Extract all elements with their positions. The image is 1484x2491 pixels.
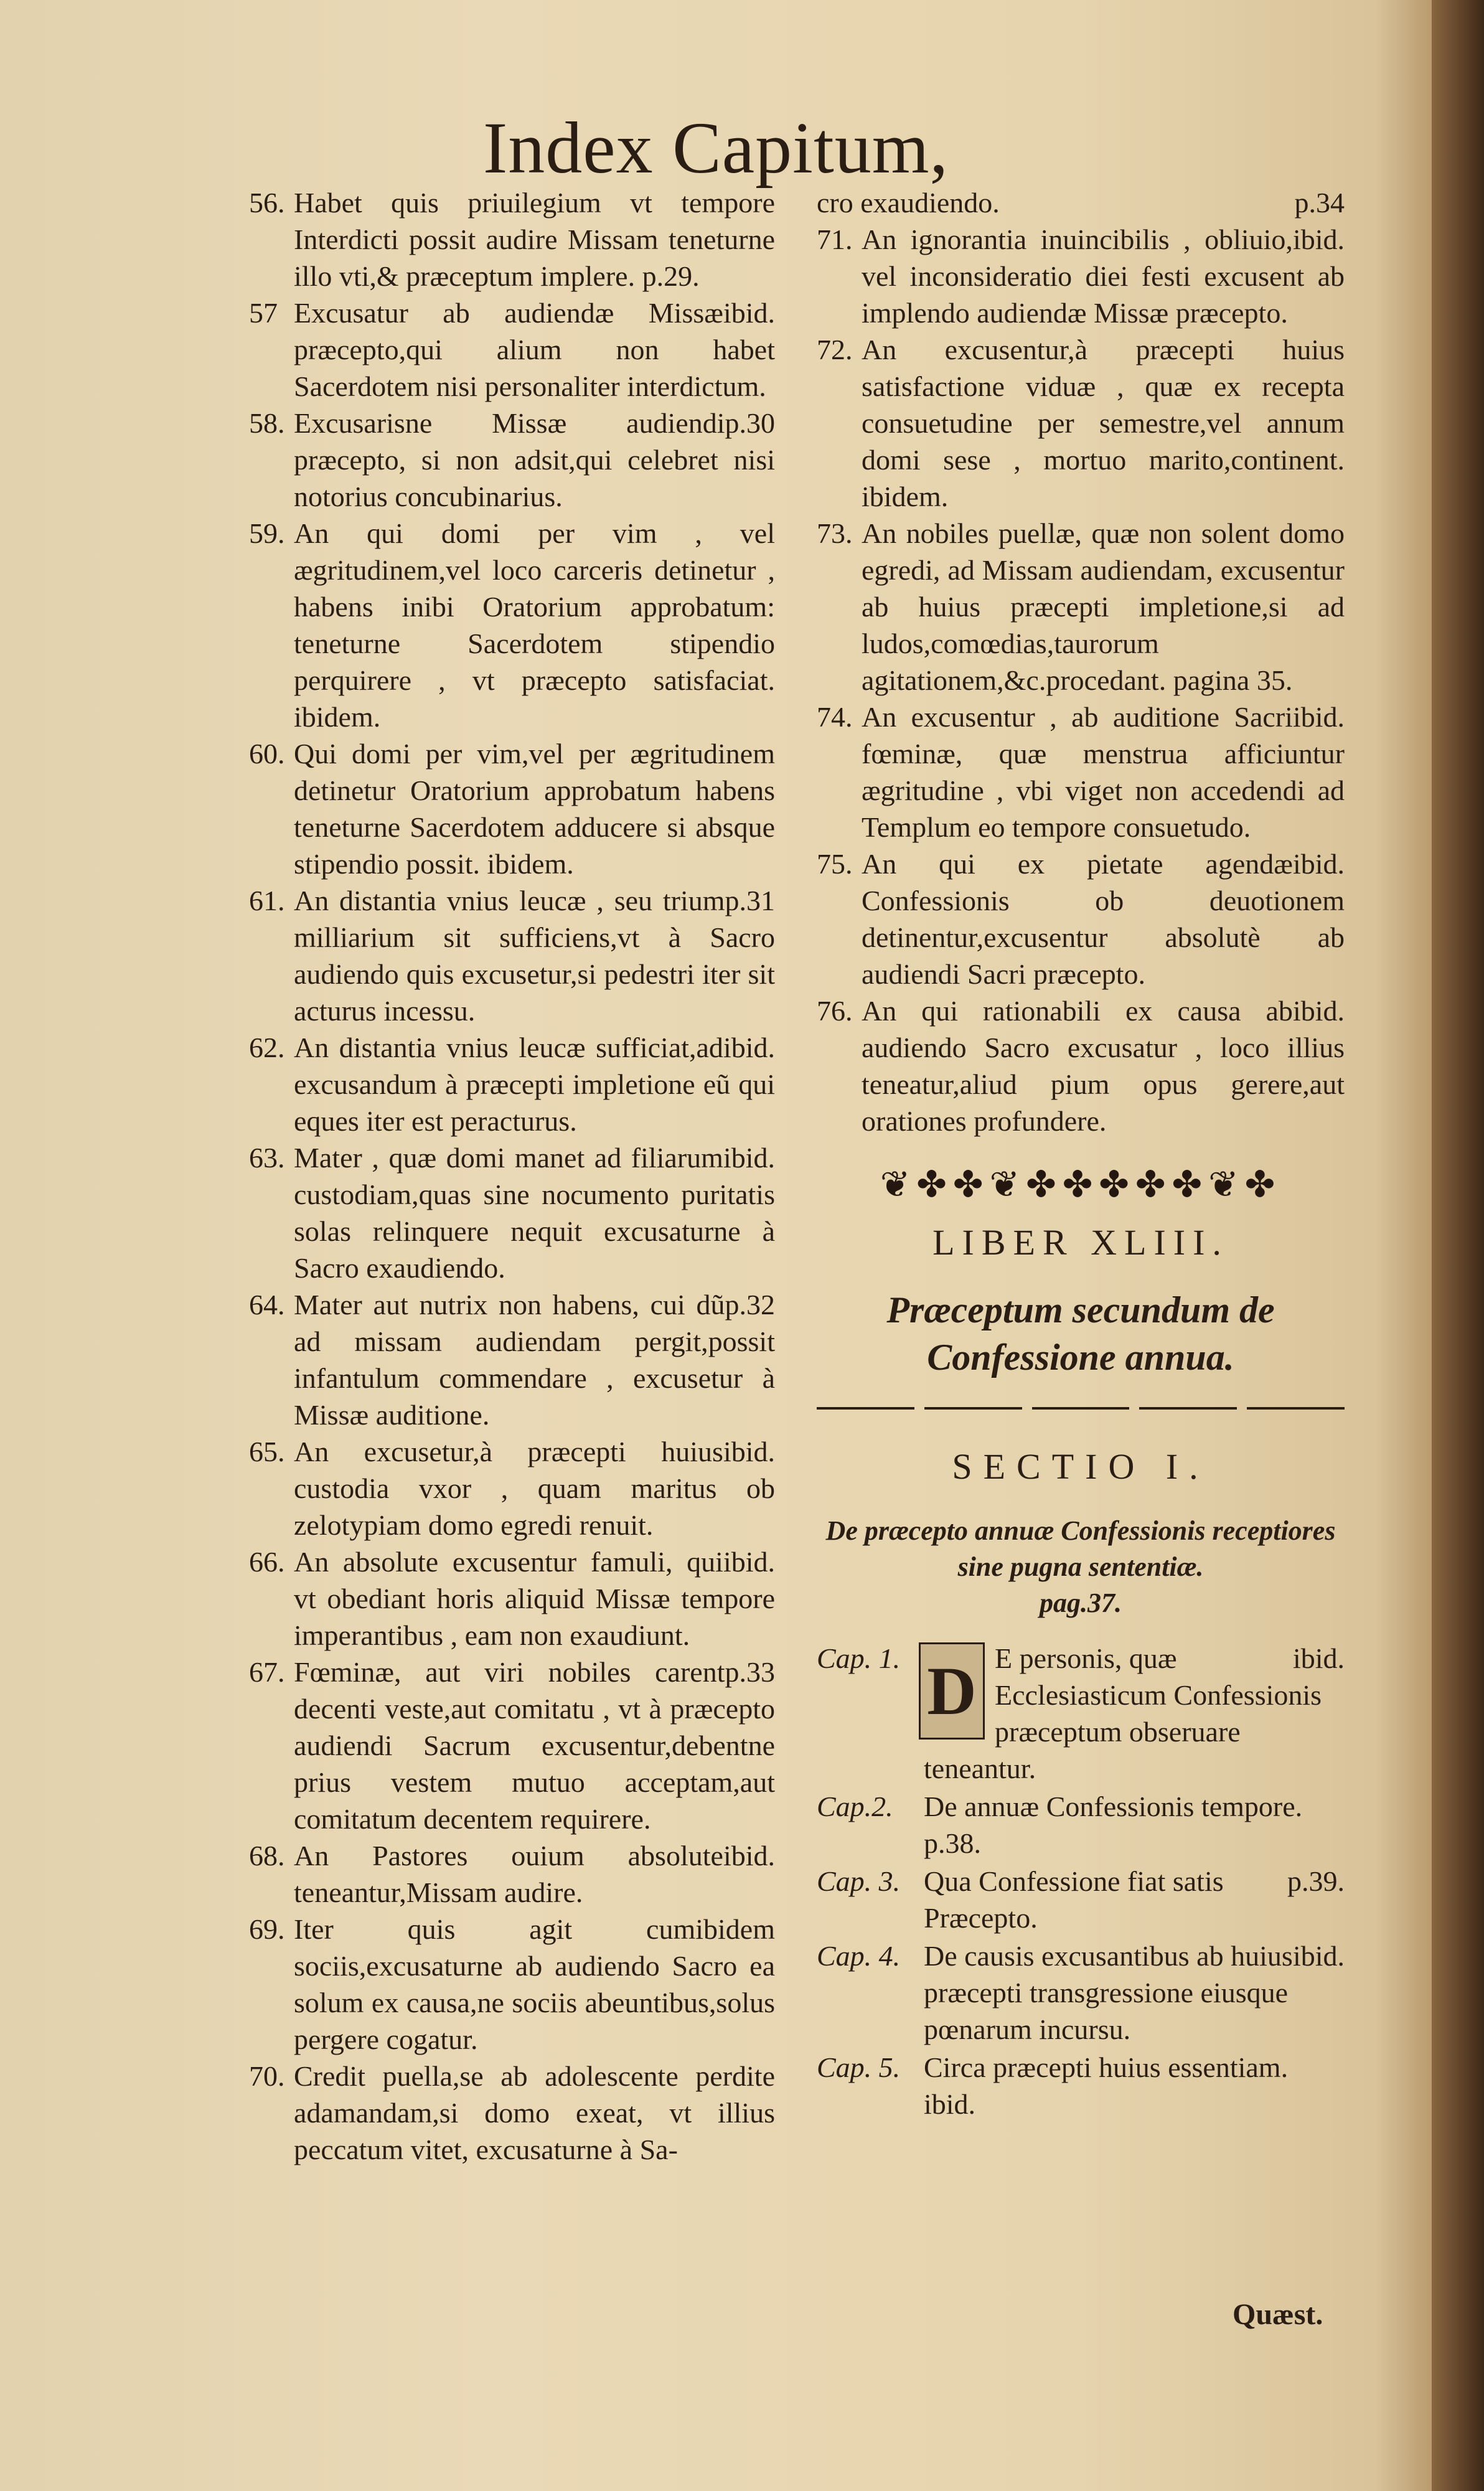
section-description: De præcepto annuæ Confessionis receptiores sine pugna sententiæ. bbox=[825, 1515, 1336, 1582]
entry-number: 61. bbox=[249, 885, 285, 916]
entry-text: An nobiles puellæ, quæ non solent domo egredi, ad Missam audiendam, excusentur ab huius præcepti impletione,si ad ludos,comœdias,taurorum agitationem,&c.procedant. pagina 35. bbox=[862, 517, 1345, 696]
entry-text: An excusetur,à præcepti huius custodia vxor , quam maritus ob zelotypiam domo egredi renuit. bbox=[294, 1436, 775, 1541]
right-column bbox=[817, 184, 1345, 2122]
entry-text: An Pastores ouium absolute teneantur,Missam audire. bbox=[294, 1840, 723, 1908]
index-entry bbox=[249, 405, 775, 515]
index-entry bbox=[817, 221, 1345, 331]
entry-number: 75. bbox=[817, 848, 853, 880]
entry-text: An qui rationabili ex causa ab audiendo Sacro excusatur , loco illius teneatur,aliud pium opus gerere,aut orationes profundere. bbox=[862, 995, 1345, 1137]
page-reference: p.33 bbox=[725, 1656, 775, 1688]
index-entry bbox=[817, 699, 1345, 845]
index-entry bbox=[249, 1654, 775, 1837]
index-entry bbox=[249, 1543, 775, 1654]
chapter-label: Cap. 3. bbox=[817, 1865, 901, 1897]
index-entry bbox=[817, 845, 1345, 992]
book-title: Præceptum secundum de Confessione annua. bbox=[886, 1289, 1275, 1378]
entry-text: Excusatur ab audiendæ Missæ præcepto,qui alium non habet Sacerdotem nisi personaliter interdictum. bbox=[294, 297, 775, 402]
entry-number: 58. bbox=[249, 407, 285, 439]
entry-number: 63. bbox=[249, 1142, 285, 1174]
index-entry bbox=[249, 1911, 775, 2058]
page-reference: ibid. bbox=[1292, 1642, 1345, 1674]
page-reference: p.30 bbox=[725, 407, 775, 439]
chapter-list bbox=[817, 1640, 1345, 2122]
page-reference: p.34 bbox=[1294, 187, 1345, 219]
chapter-label: Cap. 5. bbox=[817, 2051, 901, 2083]
left-column bbox=[249, 184, 775, 2168]
page-reference: ibid. bbox=[1292, 224, 1345, 255]
entry-text: An excusentur , ab auditione Sacri fœminæ, quæ menstrua afficiuntur ægritudine , vbi viget non accedendi ad Templum eo tempore consuetudo. bbox=[862, 701, 1345, 843]
entry-number: 64. bbox=[249, 1289, 285, 1321]
page-reference: ibid. bbox=[1292, 848, 1345, 880]
index-entry bbox=[249, 735, 775, 882]
index-entry bbox=[249, 1029, 775, 1139]
page-reference: ibid. bbox=[1292, 1940, 1345, 1972]
page-reference: ibid. bbox=[1292, 701, 1345, 733]
page-header: Index Capitum, bbox=[482, 107, 949, 189]
chapter-label: Cap. 4. bbox=[817, 1940, 901, 1972]
entry-text: Excusarisne Missæ audiendi præcepto, si non adsit,qui celebret nisi notorius concubinarius. bbox=[294, 407, 775, 512]
printer-ornament: ❦✤✤❦✤✤✤✤✤❦✤ bbox=[880, 1164, 1282, 1205]
index-entry bbox=[817, 515, 1345, 699]
entry-text: Habet quis priuilegium vt tempore Interdicti possit audire Missam teneturne illo vti,& præceptum implere. p.29. bbox=[294, 187, 775, 292]
page-reference: ibid. bbox=[723, 1142, 775, 1174]
chapter-label: Cap. 1. bbox=[817, 1642, 901, 1674]
chapter-entry bbox=[817, 1788, 1345, 1862]
entry-text: An ignorantia inuincibilis , obliuio, vel inconsideratio diei festi excusent ab implendo audiendæ Missæ præcepto. bbox=[862, 224, 1345, 329]
entry-text: An qui ex pietate agendæ Confessionis ob deuotionem detinentur,excusentur absolutè ab audiendi Sacri præcepto. bbox=[862, 848, 1345, 990]
index-entry bbox=[249, 184, 775, 294]
chapter-text: De causis excusantibus ab huius præcepti transgressione eiusque pœnarum incursu. bbox=[924, 1940, 1293, 2045]
page-reference: p.39. bbox=[1287, 1865, 1345, 1897]
entry-number: 67. bbox=[249, 1656, 285, 1688]
entry-number: 56. bbox=[249, 187, 285, 219]
chapter-text: Circa præcepti huius essentiam. ibid. bbox=[924, 2051, 1289, 2120]
chapter-text: E personis, quæ Ecclesiasticum Confessionis præceptum obseruare teneantur. bbox=[924, 1642, 1322, 1784]
chapter-label: Cap.2. bbox=[817, 1791, 893, 1822]
page-edge bbox=[1432, 0, 1484, 2491]
entry-number: 59. bbox=[249, 517, 285, 549]
entry-number: 71. bbox=[817, 224, 853, 255]
entry-text: Mater aut nutrix non habens, cui dũ ad missam audiendam pergit,possit infantulum commendare , excusetur à Missæ auditione. bbox=[294, 1289, 775, 1431]
continuation-text: cro exaudiendo. bbox=[817, 187, 1000, 219]
entry-text: An excusentur,à præcepti huius satisfactione viduæ , quæ ex recepta consuetudine per semestre,vel annum domi sese , mortuo marito,continent. ibidem. bbox=[862, 334, 1345, 512]
entry-number: 66. bbox=[249, 1546, 285, 1578]
entry-number: 72. bbox=[817, 334, 853, 365]
index-entry bbox=[249, 515, 775, 735]
index-entry bbox=[817, 992, 1345, 1139]
page-reference: ibid. bbox=[723, 1840, 775, 1872]
decorated-initial: D bbox=[919, 1642, 985, 1740]
entry-number: 68. bbox=[249, 1840, 285, 1872]
right-entries bbox=[817, 221, 1345, 1139]
index-entry bbox=[249, 1286, 775, 1433]
page-reference: ibidem bbox=[695, 1913, 775, 1945]
index-entry bbox=[249, 882, 775, 1029]
catchword: Quæst. bbox=[1233, 2298, 1323, 2331]
chapter-text: Qua Confessione fiat satis Præcepto. bbox=[924, 1865, 1224, 1934]
entry-text: An absolute excusentur famuli, qui vt obediant horis aliquid Missæ tempore imperantibus , eam non exaudiunt. bbox=[294, 1546, 775, 1651]
page-reference: ibid. bbox=[723, 297, 775, 329]
page-reference: ibid. bbox=[1292, 995, 1345, 1027]
index-entry bbox=[249, 1433, 775, 1543]
page-reference: p.32 bbox=[725, 1289, 775, 1321]
chapter-entry bbox=[817, 1640, 1345, 1787]
index-entry bbox=[249, 294, 775, 405]
page-reference: ibid. bbox=[723, 1436, 775, 1467]
entry-number: 70. bbox=[249, 2060, 285, 2092]
chapter-entry bbox=[817, 1938, 1345, 2048]
page-reference: p.31 bbox=[725, 885, 775, 916]
index-entry bbox=[249, 1837, 775, 1911]
divider-rule bbox=[817, 1407, 1345, 1411]
entry-number: 69. bbox=[249, 1913, 285, 1945]
entry-text: Mater , quæ domi manet ad filiarum custodiam,quas sine nocumento puritatis solas relinquere nequit excusaturne à Sacro exaudiendo. bbox=[294, 1142, 775, 1284]
entry-text: Credit puella,se ab adolescente perdite adamandam,si domo exeat, vt illius peccatum vitet, excusaturne à Sa- bbox=[294, 2060, 775, 2165]
continuation-line bbox=[817, 184, 1345, 221]
index-entry bbox=[249, 1139, 775, 1286]
section-page: pag.37. bbox=[1040, 1588, 1122, 1618]
index-entry bbox=[817, 331, 1345, 515]
chapter-entry bbox=[817, 1863, 1345, 1936]
entry-text: Qui domi per vim,vel per ægritudinem detinetur Oratorium approbatum habens teneturne Sacerdotem adducere si absque stipendio possit. ibidem. bbox=[294, 738, 775, 880]
entry-number: 73. bbox=[817, 517, 853, 549]
entry-text: Iter quis agit cum sociis,excusaturne ab audiendo Sacro ea solum ex causa,ne sociis abeuntibus,solus pergere cogatur. bbox=[294, 1913, 775, 2055]
entry-number: 74. bbox=[817, 701, 853, 733]
entry-text: Fœminæ, aut viri nobiles carent decenti veste,aut comitatu , vt à præcepto audiendi Sacrum excusentur,debentne prius vestem mutuo acceptam,aut comitatum decentem requirere. bbox=[294, 1656, 775, 1835]
index-entry bbox=[249, 2058, 775, 2168]
book-heading: LIBER XLIII. bbox=[932, 1222, 1229, 1263]
chapter-text: De annuæ Confessionis tempore. p.38. bbox=[924, 1791, 1303, 1859]
entry-text: An distantia vnius leucæ , seu trium milliarium sit sufficiens,vt à Sacro audiendo quis excusetur,si pedestri iter sit acturus incessu. bbox=[294, 885, 775, 1027]
chapter-entry bbox=[817, 2049, 1345, 2122]
entry-number: 57 bbox=[249, 297, 278, 329]
section-heading: SECTIO I. bbox=[952, 1446, 1209, 1487]
page-reference: ibid. bbox=[723, 1546, 775, 1578]
entry-number: 60. bbox=[249, 738, 285, 770]
entry-text: An distantia vnius leucæ sufficiat,ad excusandum à præcepti impletione eũ qui eques iter est peracturus. bbox=[294, 1032, 775, 1137]
entry-text: An qui domi per vim , vel ægritudinem,vel loco carceris detinetur , habens inibi Oratorium approbatum: teneturne Sacerdotem stipendio perquirere , vt præcepto satisfaciat. ibidem. bbox=[294, 517, 775, 733]
entry-number: 76. bbox=[817, 995, 853, 1027]
entry-number: 65. bbox=[249, 1436, 285, 1467]
page-reference: ibid. bbox=[723, 1032, 775, 1063]
entry-number: 62. bbox=[249, 1032, 285, 1063]
